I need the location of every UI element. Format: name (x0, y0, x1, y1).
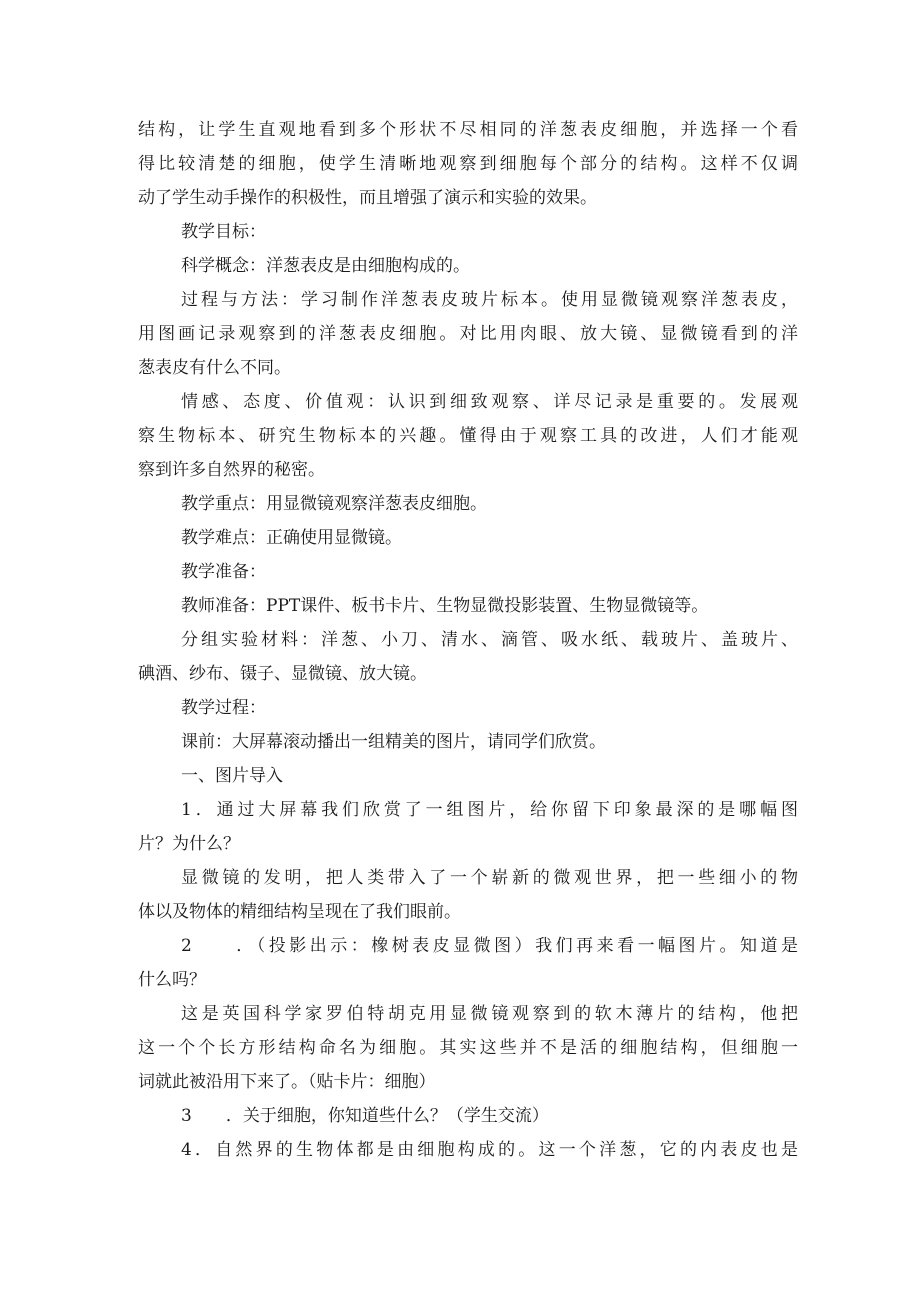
section-heading: 教学目标： (181, 222, 266, 242)
text-line: 察生物标本、研究生物标本的兴趣。懂得由于观察工具的改进，人们才能观 (138, 426, 798, 446)
body-text (138, 113, 798, 1167)
text-line: 词就此被沿用下来了。（贴卡片：细胞） (138, 1072, 436, 1092)
text-line: 教学难点：正确使用显微镜。 (181, 528, 402, 548)
text-line: 察到许多自然界的秘密。 (138, 460, 325, 480)
text-line: 分组实验材料：洋葱、小刀、清水、滴管、吸水纸、载玻片、盖玻片、 (181, 630, 798, 650)
text-line: 1．通过大屏幕我们欣赏了一组图片，给你留下印象最深的是哪幅图 (181, 800, 798, 820)
text-line: 情感、态度、价值观：认识到细致观察、详尽记录是重要的。发展观 (181, 392, 798, 412)
text-line: 2 ．（投影出示：橡树表皮显微图）我们再来看一幅图片。知道是 (181, 936, 798, 956)
section-heading: 教学过程： (181, 698, 266, 718)
text-line: 4．自然界的生物体都是由细胞构成的。这一个洋葱，它的内表皮也是 (181, 1140, 798, 1160)
text-line: 显微镜的发明，把人类带入了一个崭新的微观世界，把一些细小的物 (181, 868, 798, 888)
text-line: 结构，让学生直观地看到多个形状不尽相同的洋葱表皮细胞，并选择一个看 (138, 120, 798, 140)
section-heading: 教学准备： (181, 562, 266, 582)
text-line: 课前：大屏幕滚动播出一组精美的图片，请同学们欣赏。 (181, 732, 606, 752)
text-line: 碘酒、纱布、镊子、显微镜、放大镜。 (138, 664, 427, 684)
text-line: 这一个个长方形结构命名为细胞。其实这些并不是活的细胞结构，但细胞一 (138, 1038, 798, 1058)
section-heading: 一、图片导入 (181, 766, 283, 786)
text-line: 用图画记录观察到的洋葱表皮细胞。对比用肉眼、放大镜、显微镜看到的洋 (138, 324, 798, 344)
text-line: 教学重点：用显微镜观察洋葱表皮细胞。 (181, 494, 487, 514)
text-line: 什么吗？ (138, 970, 206, 990)
text-line: 教师准备：PPT课件、板书卡片、生物显微投影装置、生物显微镜等。 (181, 596, 709, 616)
text-line: 得比较清楚的细胞，使学生清晰地观察到细胞每个部分的结构。这样不仅调 (138, 154, 798, 174)
text-line: 过程与方法：学习制作洋葱表皮玻片标本。使用显微镜观察洋葱表皮， (181, 290, 798, 310)
text-line: 体以及物体的精细结构呈现在了我们眼前。 (138, 902, 461, 922)
text-line: 片？为什么？ (138, 834, 240, 854)
text-line: 葱表皮有什么不同。 (138, 358, 291, 378)
text-line: 科学概念：洋葱表皮是由细胞构成的。 (181, 256, 470, 276)
text-line: 动了学生动手操作的积极性，而且增强了演示和实验的效果。 (138, 188, 597, 208)
text-line: 这是英国科学家罗伯特胡克用显微镜观察到的软木薄片的结构，他把 (181, 1004, 798, 1024)
text-line: 3 ．关于细胞，你知道些什么？（学生交流） (181, 1106, 549, 1126)
